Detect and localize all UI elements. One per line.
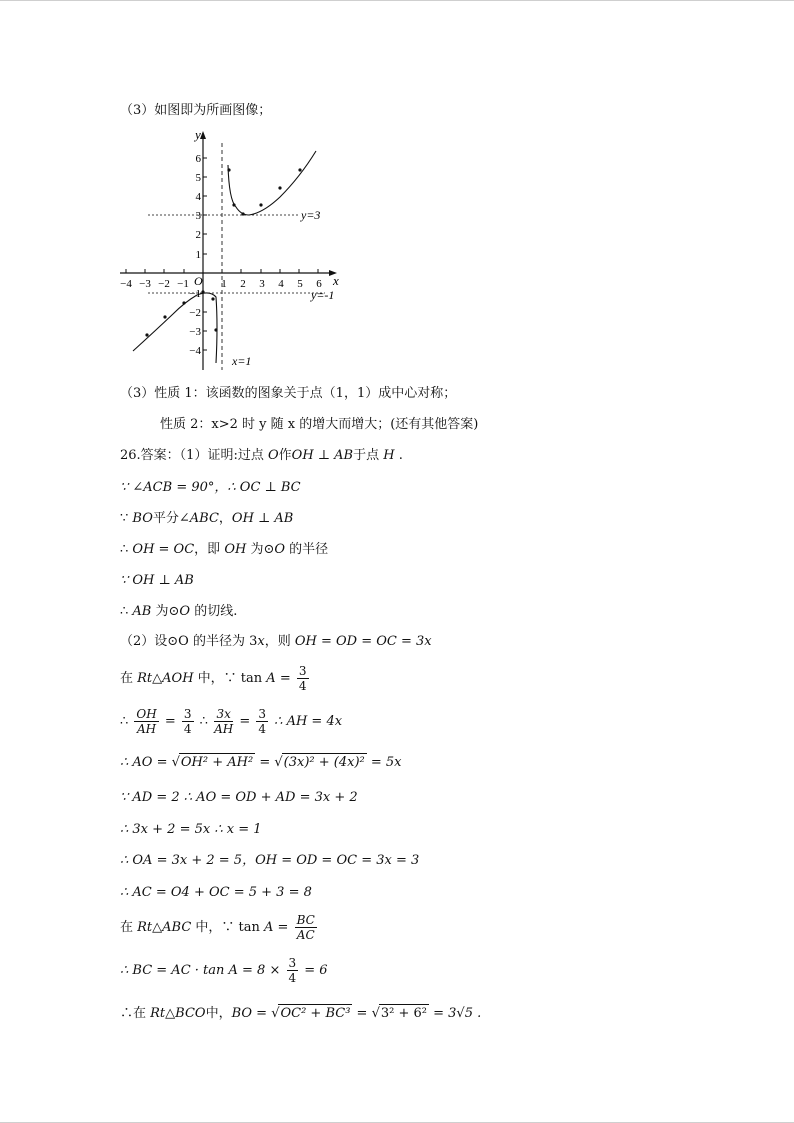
y-tick: −3 (189, 326, 201, 338)
part3-title: （3）如图即为所画图像； (120, 103, 272, 118)
q26-line-16: ∴ BC = AC · tan A = 8 × $\frac{3}{4}$ = 6 (120, 956, 328, 985)
q26-line-1: 26.答案：（1）证明:过点 O作OH ⊥ AB于点 H . (120, 448, 403, 463)
x-tick: −4 (120, 278, 132, 290)
curve-left-branch (133, 293, 217, 363)
x-tick: −2 (158, 278, 170, 290)
property-1: （3）性质 1：该函数的图象关于点（1，1）成中心对称； (120, 386, 457, 401)
q26-line-12: ∴ 3x + 2 = 5x ∴ x = 1 (120, 822, 262, 837)
curve-right-branch (228, 151, 316, 215)
y-axis-label: y (195, 127, 201, 142)
y-tick: −2 (189, 307, 201, 319)
q26-line-5: ∵ OH ⊥ AB (120, 573, 194, 588)
y-tick: 3 (195, 210, 201, 222)
origin-label: O (194, 274, 203, 288)
x-axis-label: x (333, 273, 339, 288)
q26-line-9: ∴ $\frac{OH}{AH}$ = $\frac{3}{4}$ ∴ $\frac{3x}{AH}$ = $\frac{3}{4}$ ∴ AH = 4x (120, 707, 343, 736)
y-tick: 4 (195, 191, 201, 203)
y-tick: −4 (189, 345, 201, 357)
function-graph (115, 125, 345, 373)
x-tick: 5 (297, 278, 303, 290)
x-tick: −3 (139, 278, 151, 290)
y-tick: 2 (195, 229, 201, 241)
q26-line-11: ∵ AD = 2 ∴ AO = OD + AD = 3x + 2 (120, 790, 358, 805)
label-y3: y=3 (301, 208, 321, 222)
q26-line-2: ∵ ∠ACB = 90°，∴ OC ⊥ BC (120, 480, 301, 495)
q26-line-10: ∴ AO = √OH² + AH² = √(3x)² + (4x)² = 5x (120, 755, 402, 770)
q26-line-6: ∴ AB 为⊙O 的切线. (120, 604, 238, 619)
fraction: $\frac{3}{4}$ (298, 664, 307, 693)
x-tick: 3 (259, 278, 265, 290)
label-x1: x=1 (232, 354, 252, 368)
q26-line-17: ∴在 Rt△BCO中，BO = √OC² + BC³ = √3² + 6² = 3√5 . (120, 1006, 482, 1021)
property-2: 性质 2：x>2 时 y 随 x 的增大而增大；(还有其他答案) (160, 417, 479, 432)
q26-line-3: ∵ BO平分∠ABC，OH ⊥ AB (120, 511, 294, 526)
y-tick: −1 (189, 288, 201, 300)
q26-line-8: 在 Rt△AOH 中，∵ tan A = $\frac{3}{4}$ (120, 664, 307, 693)
x-tick: 2 (240, 278, 246, 290)
x-tick: 1 (221, 278, 227, 290)
y-tick: 1 (195, 249, 201, 261)
x-tick: 4 (278, 278, 284, 290)
y-tick: 6 (195, 153, 201, 165)
top-border (0, 0, 794, 1)
q26-line-15: 在 Rt△ABC 中，∵ tan A = $\frac{BC}{AC}$ (120, 913, 315, 942)
q26-line-13: ∴ OA = 3x + 2 = 5，OH = OD = OC = 3x = 3 (120, 853, 420, 868)
x-tick: 6 (316, 278, 322, 290)
q26-line-14: ∴ AC = O4 + OC = 5 + 3 = 8 (120, 885, 312, 900)
y-tick: 5 (195, 172, 201, 184)
q26-line-7: （2）设⊙O 的半径为 3x，则 OH = OD = OC = 3x (120, 634, 432, 649)
label-ym1: y=-1 (311, 288, 335, 302)
x-tick: −1 (177, 278, 189, 290)
q26-line-4: ∴ OH = OC，即 OH 为⊙O 的半径 (120, 542, 329, 557)
